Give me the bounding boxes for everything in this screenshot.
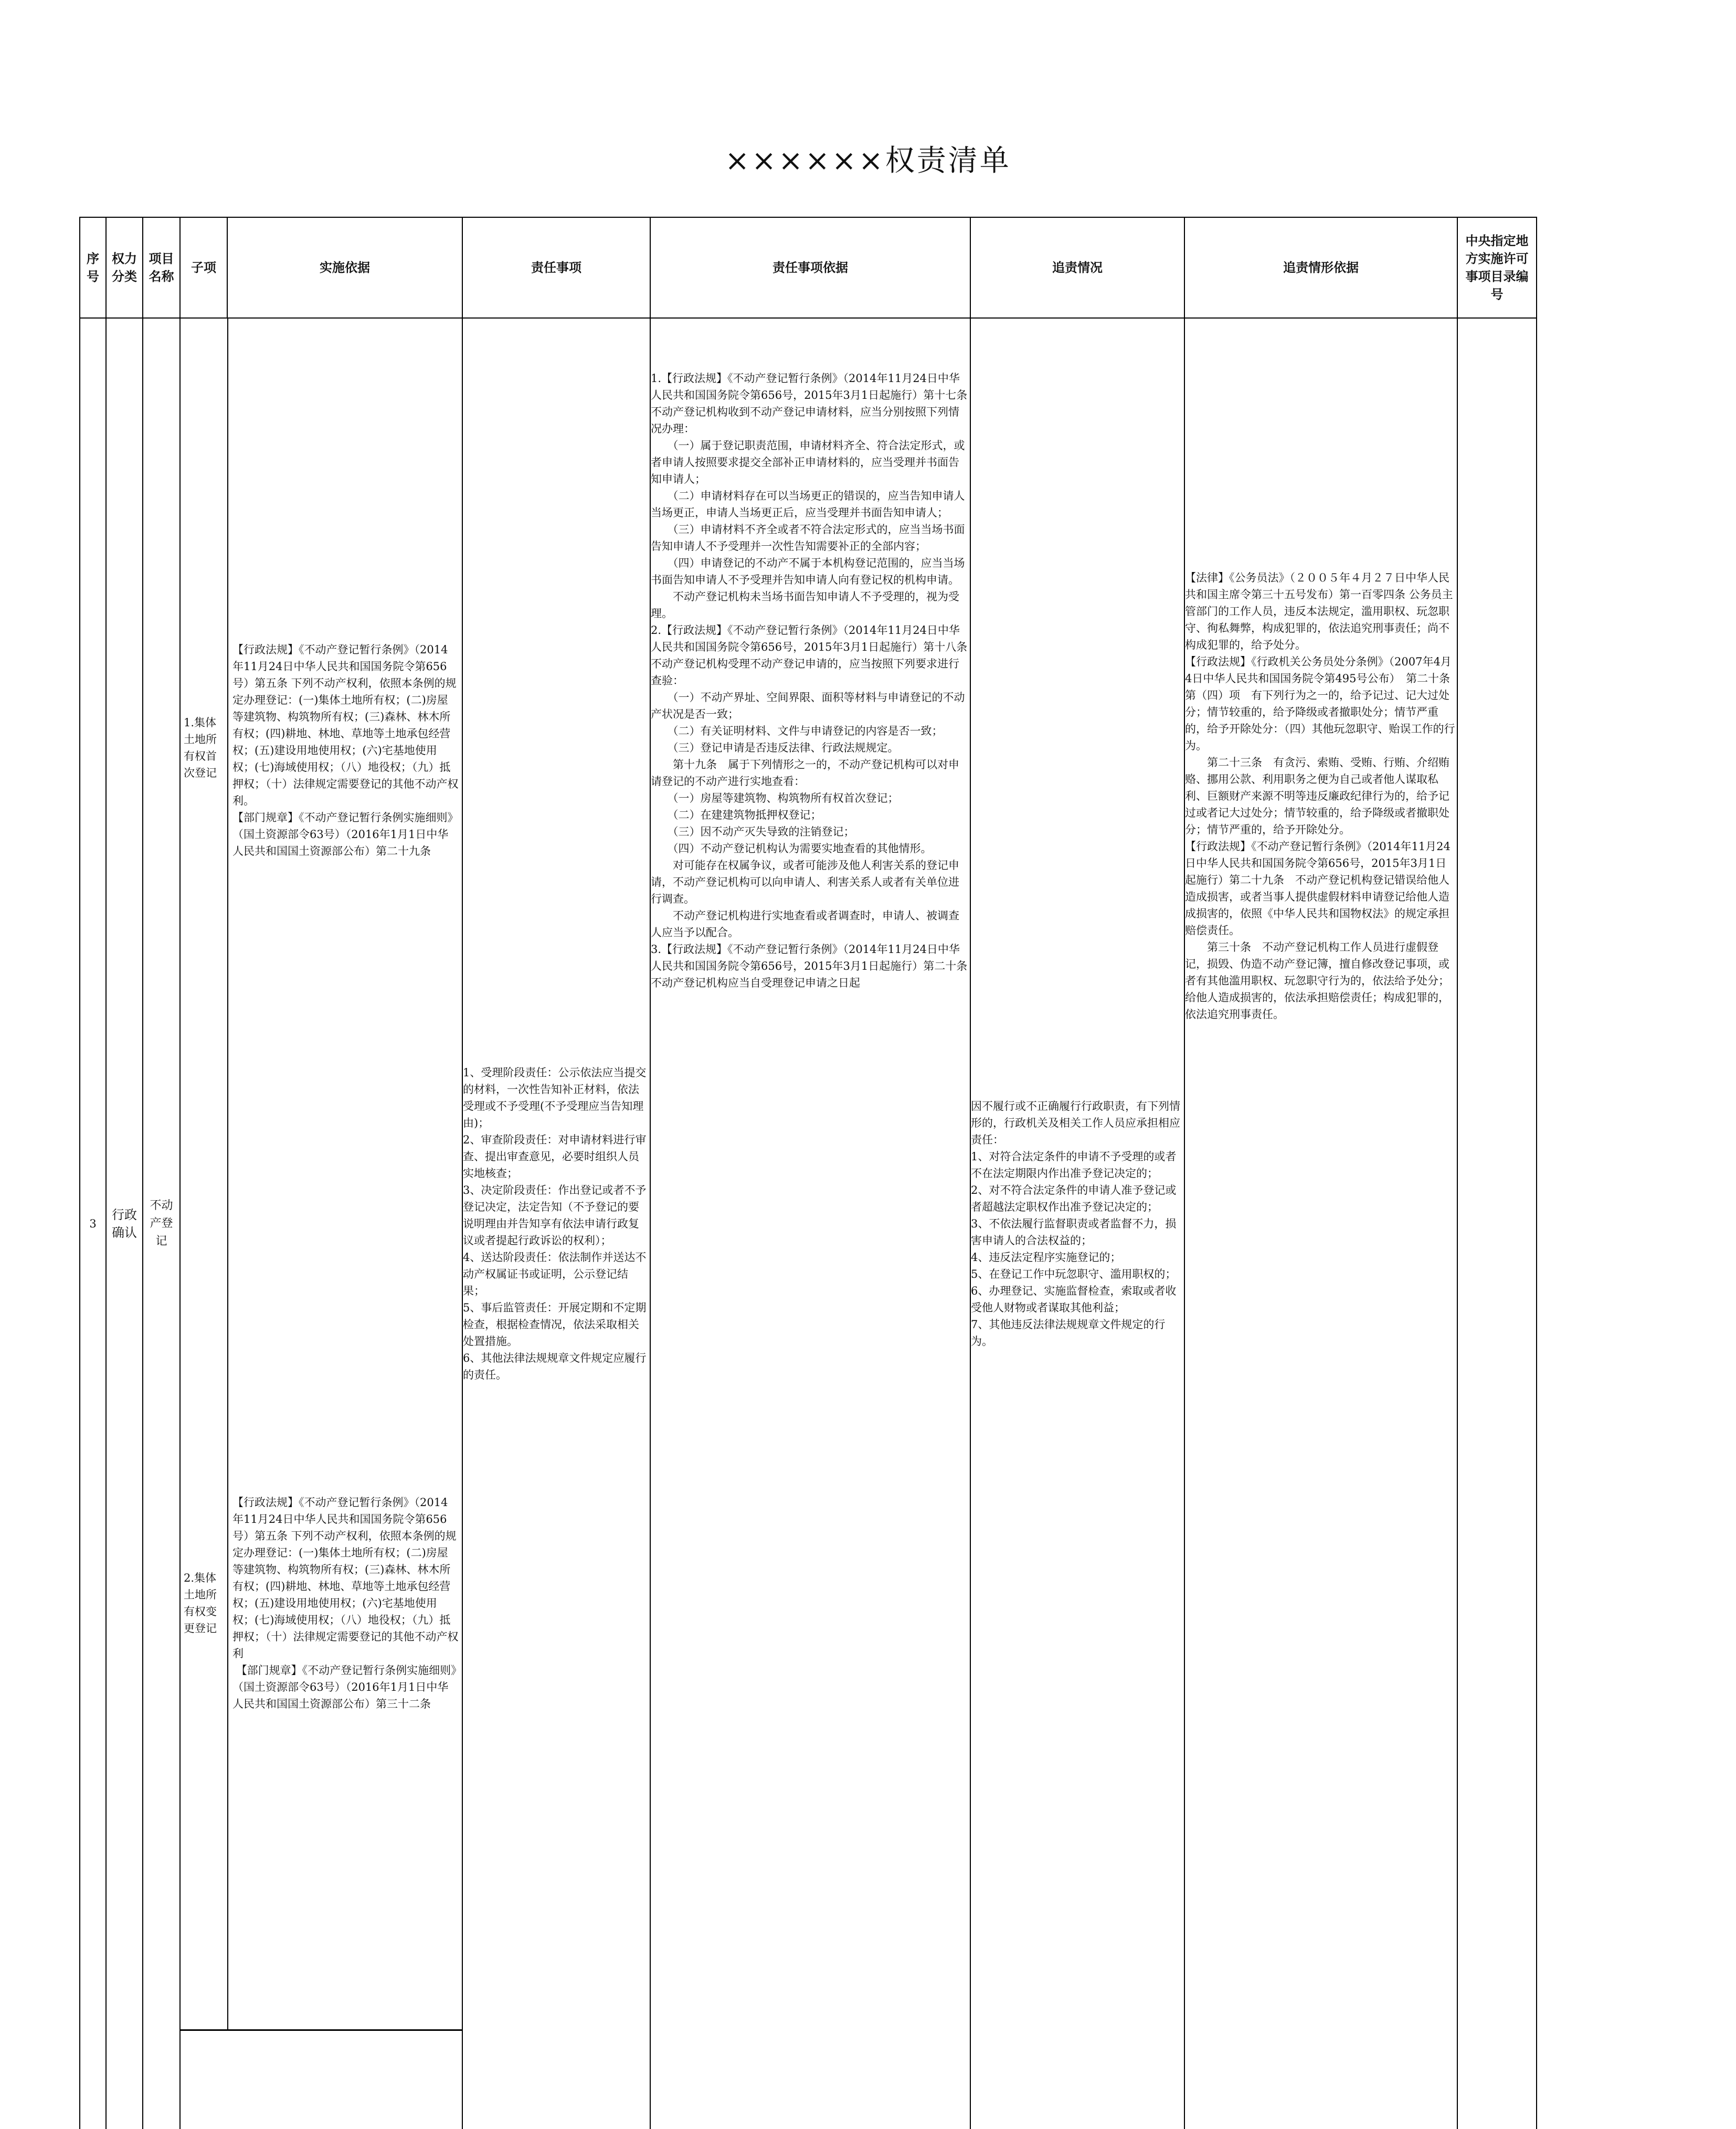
sub-item-row — [181, 1177, 463, 2030]
power-responsibility-table — [79, 217, 1537, 2129]
sub-item-row — [181, 319, 463, 1177]
header-power-type: 权力分类 — [106, 217, 143, 318]
cell-item-name: 不动产登记 — [143, 318, 180, 2129]
table-header-row — [80, 217, 1537, 318]
cell-accountability: 因不履行或不正确履行行政职责，有下列情形的，行政机关及相关工作人员应承担相应责任： 1、对符合法定条件的申请不予受理的或者不在法定期限内作出准予登记决定的； 2、对不符合法定条件的申请人准予登记或者超越法定职权作出准予登记决定的； 3、不依法履行监督职责或者监督不力，损害申请人的合法权益的； 4、违反法定程序实施登记的； 5、在登记工作中玩忽职守、滥用职权的； 6、办理登记、实施监督检查，索取或者收受他人财物或者谋取其他利益； 7、其他违反法律法规规章文件规定的行为。 — [970, 318, 1184, 2129]
cell-responsibility: 1、受理阶段责任：公示依法应当提交的材料，一次性告知补正材料，依法受理或不予受理(不予受理应当告知理由)； 2、审查阶段责任：对申请材料进行审查、提出审查意见，必要时组织人员实地核查； 3、决定阶段责任：作出登记或者不予登记决定，法定告知（不予登记的要说明理由并告知享有依法申请行政复议或者提起行政诉讼的权利）； 4、送达阶段责任：依法制作并送达不动产权属证书或证明，公示登记结果； 5、事后监管责任：开展定期和不定期检查，根据检查情况，依法采取相关处置措施。 6、其他法律法规规章文件规定应履行的责任。 — [462, 318, 650, 2129]
cell-responsibility-basis: 1.【行政法规】《不动产登记暂行条例》（2014年11月24日中华人民共和国国务院令第656号，2015年3月1日起施行）第十七条 不动产登记机构收到不动产登记申请材料，应当分别按照下列情况办理： （一）属于登记职责范围，申请材料齐全、符合法定形式，或者申请人按照要求提交全部补正申请材料的，应当受理并书面告知申请人； （二）申请材料存在可以当场更正的错误的，应当告知申请人当场更正，申请人当场更正后，应当受理并书面告知申请人； （三）申请材料不齐全或者不符合法定形式的，应当当场书面告知申请人不予受理并一次性告知需要补正的全部内容； （四）申请登记的不动产不属于本机构登记范围的，应当当场书面告知申请人不予受理并告知申请人向有登记权的机构申请。 不动产登记机构未当场书面告知申请人不予受理的，视为受理。 2.【行政法规】《不动产登记暂行条例》（2014年11月24日中华人民共和国国务院令第656号，2015年3月1日起施行）第十八条 不动产登记机构受理不动产登记申请的，应当按照下列要求进行查验： （一）不动产界址、空间界限、面积等材料与申请登记的不动产状况是否一致； （二）有关证明材料、文件与申请登记的内容是否一致； （三）登记申请是否违反法律、行政法规规定。 第十九条 属于下列情形之一的，不动产登记机构可以对申请登记的不动产进行实地查看： （一）房屋等建筑物、构筑物所有权首次登记； （二）在建建筑物抵押权登记； （三）因不动产灭失导致的注销登记； （四）不动产登记机构认为需要实地查看的其他情形。 对可能存在权属争议，或者可能涉及他人利害关系的登记申请，不动产登记机构可以向申请人、利害关系人或者有关单位进行调查。 不动产登记机构进行实地查看或者调查时，申请人、被调查人应当予以配合。 3.【行政法规】《不动产登记暂行条例》（2014年11月24日中华人民共和国国务院令第656号，2015年3月1日起施行）第二十条 不动产登记机构应当自受理登记申请之日起 — [650, 318, 970, 2129]
header-item-name: 项目名称 — [143, 217, 180, 318]
header-accountability: 追责情况 — [970, 217, 1184, 318]
sub-item-name: 1.集体土地所有权首次登记 — [181, 319, 228, 1177]
header-central-code: 中央指定地方实施许可事项目录编号 — [1457, 217, 1537, 318]
cell-seq: 3 — [80, 318, 106, 2129]
header-responsibility-basis: 责任事项依据 — [650, 217, 970, 318]
cell-power-type: 行政确认 — [106, 318, 143, 2129]
header-basis: 实施依据 — [227, 217, 462, 318]
cell-central-code — [1457, 318, 1537, 2129]
cell-accountability-basis: 【法律】《公务员法》（２００５年４月２７日中华人民共和国主席令第三十五号发布）第一百零四条 公务员主管部门的工作人员，违反本法规定，滥用职权、玩忽职守、徇私舞弊，构成犯罪的，依法追究刑事责任；尚不构成犯罪的，给予处分。 【行政法规】《行政机关公务员处分条例》（2007年4月4日中华人民共和国国务院令第495号公布） 第二十条第（四）项 有下列行为之一的，给予记过、记大过处分；情节较重的，给予降级或者撤职处分；情节严重的，给予开除处分：（四）其他玩忽职守、贻误工作的行为。 第二十三条 有贪污、索贿、受贿、行贿、介绍贿赂、挪用公款、利用职务之便为自己或者他人谋取私利、巨额财产来源不明等违反廉政纪律行为的，给予记过或者记大过处分；情节较重的，给予降级或者撤职处分；情节严重的，给予开除处分。 【行政法规】《不动产登记暂行条例》（2014年11月24日中华人民共和国国务院令第656号，2015年3月1日起施行）第二十九条 不动产登记机构登记错误给他人造成损害，或者当事人提供虚假材料申请登记给他人造成损害的，依照《中华人民共和国物权法》的规定承担赔偿责任。 第三十条 不动产登记机构工作人员进行虚假登记，损毁、伪造不动产登记簿，擅自修改登记事项，或者有其他滥用职权、玩忽职守行为的，依法给予处分；给他人造成损害的，依法承担赔偿责任；构成犯罪的，依法追究刑事责任。 — [1184, 318, 1457, 2129]
header-seq: 序号 — [80, 217, 106, 318]
header-accountability-basis: 追责情形依据 — [1184, 217, 1457, 318]
header-sub-item: 子项 — [180, 217, 227, 318]
sub-items-table — [181, 319, 463, 2031]
header-responsibility: 责任事项 — [462, 217, 650, 318]
sub-item-basis: 【行政法规】《不动产登记暂行条例》（2014年11月24日中华人民共和国国务院令第656号）第五条 下列不动产权利，依照本条例的规定办理登记：(一)集体土地所有权；(二)房屋等建筑物、构筑物所有权；(三)森林、林木所有权；(四)耕地、林地、草地等土地承包经营权；(五)建设用地使用权；(六)宅基地使用权；(七)海域使用权；（八）地役权；（九）抵押权；（十）法律规定需要登记的其他不动产权利。 【部门规章】《不动产登记暂行条例实施细则》（国土资源部令63号）（2016年1月1日中华人民共和国国土资源部公布）第二十九条 — [232, 643, 459, 857]
sub-items-cell — [180, 318, 462, 2129]
table-row — [80, 318, 1537, 2129]
sub-item-name: 2.集体土地所有权变更登记 — [181, 1177, 228, 2030]
page-title: ××××××权责清单 — [725, 144, 1011, 178]
sub-item-basis: 【行政法规】《不动产登记暂行条例》（2014年11月24日中华人民共和国国务院令第656号）第五条 下列不动产权利，依照本条例的规定办理登记：(一)集体土地所有权；(二)房屋等建筑物、构筑物所有权；(三)森林、林木所有权；(四)耕地、林地、草地等土地承包经营权；(五)建设用地使用权；(六)宅基地使用权；(七)海域使用权；（八）地役权；（九）抵押权；（十）法律规定需要登记的其他不动产权利 【部门规章】《不动产登记暂行条例实施细则》（国土资源部令63号）（2016年1月1日中华人民共和国国土资源部公布）第三十二条 — [228, 1177, 463, 2030]
